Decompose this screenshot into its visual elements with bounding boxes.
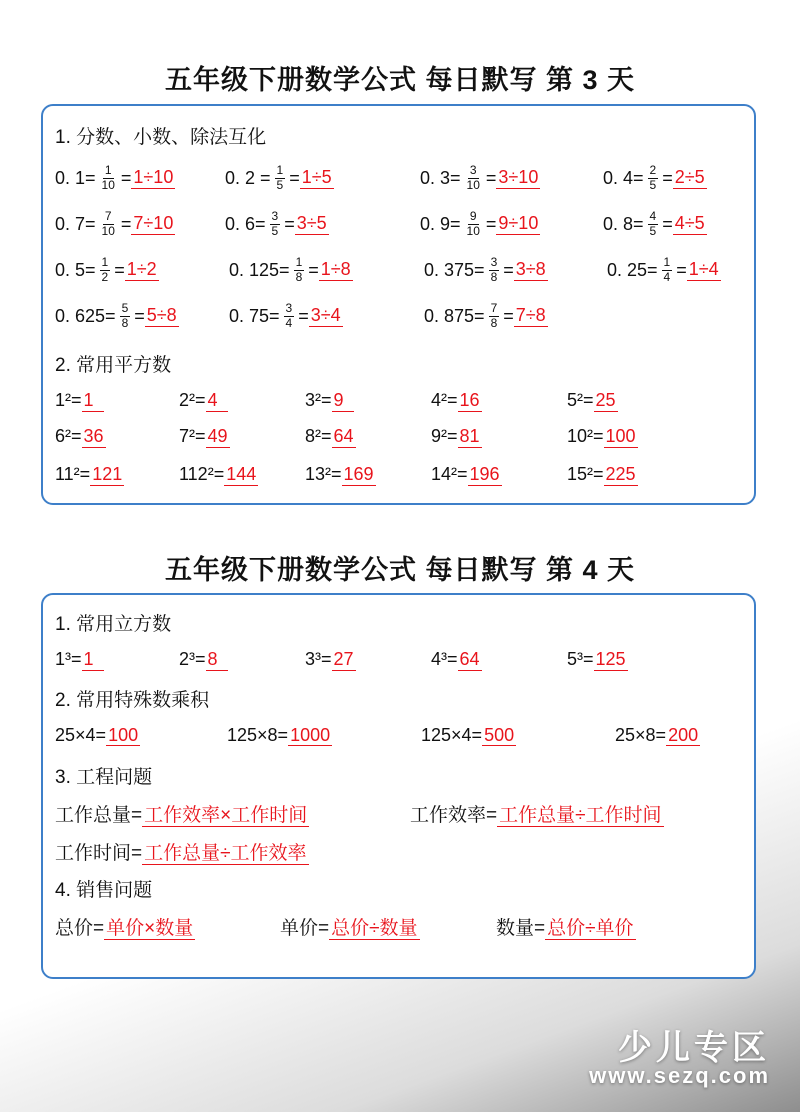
division-answer: 1÷4 [688, 259, 719, 280]
fraction [294, 256, 305, 285]
fraction-item [229, 256, 353, 285]
sales-formula [55, 913, 195, 940]
day4-section1-title: 1. 常用立方数 [55, 614, 172, 635]
cube-answer: 1 [82, 649, 104, 671]
fraction [465, 164, 482, 193]
fraction [648, 210, 659, 239]
work-answer: 工作总量÷工作时间 [499, 805, 662, 826]
square-item [55, 390, 104, 412]
numerator: 1 [663, 255, 671, 269]
product-answer: 200 [668, 725, 699, 745]
denominator: 8 [490, 315, 498, 330]
cube-answer: 125 [595, 649, 626, 669]
square-answer: 196 [469, 464, 500, 484]
numerator: 7 [104, 209, 112, 223]
square-question: 4²= [431, 390, 458, 410]
product-question: 25×4= [55, 725, 107, 745]
decimal-label: 0. 1= [55, 167, 96, 188]
work-formula [410, 800, 664, 827]
equals-sign: = [662, 213, 673, 234]
decimal-label: 0. 4= [603, 167, 644, 188]
square-answer: 169 [343, 464, 374, 484]
numerator: 3 [285, 301, 293, 315]
fraction [100, 256, 111, 285]
watermark-url: www.sezq.com [589, 1063, 770, 1088]
division-answer: 2÷5 [674, 167, 705, 188]
work-question: 工作时间= [55, 843, 143, 864]
denominator: 5 [276, 177, 284, 192]
numerator: 2 [649, 163, 657, 177]
sales-answer: 总价÷单价 [547, 918, 634, 939]
product-answer: 1000 [290, 725, 331, 745]
decimal-label: 0. 625= [55, 305, 116, 326]
cube-item [179, 649, 228, 671]
decimal-label: 0. 7= [55, 213, 96, 234]
denominator: 8 [295, 269, 303, 284]
product-item [227, 725, 332, 746]
square-question: 7²= [179, 426, 206, 446]
square-answer: 225 [605, 464, 636, 484]
product-item [55, 725, 140, 746]
square-answer: 144 [226, 464, 257, 484]
work-answer: 工作总量÷工作效率 [144, 843, 307, 864]
division-answer: 7÷8 [515, 305, 546, 326]
square-answer: 9 [332, 390, 354, 412]
square-question: 14²= [431, 464, 468, 484]
square-item [179, 390, 228, 412]
fraction-item [55, 210, 175, 239]
denominator: 5 [649, 223, 657, 238]
product-answer: 100 [108, 725, 139, 745]
equals-sign: = [134, 305, 145, 326]
square-item [55, 464, 124, 486]
product-answer: 500 [484, 725, 515, 745]
product-item [615, 725, 700, 746]
division-answer: 3÷8 [515, 259, 546, 280]
equals-sign: = [289, 167, 300, 188]
numerator: 3 [271, 209, 279, 223]
division-answer: 3÷5 [296, 213, 327, 234]
division-answer: 1÷5 [301, 167, 332, 188]
denominator: 5 [271, 223, 279, 238]
day3-box [41, 104, 756, 505]
fraction [465, 210, 482, 239]
product-question: 125×8= [227, 725, 289, 745]
numerator: 7 [490, 301, 498, 315]
square-item [567, 390, 618, 412]
day4-title: 五年级下册数学公式 每日默写 第 4 天 [164, 555, 636, 585]
fraction [489, 256, 500, 285]
square-question: 1²= [55, 390, 82, 410]
fraction-item [424, 302, 548, 331]
numerator: 5 [121, 301, 129, 315]
watermark-logo: 少儿专区 [618, 1029, 770, 1067]
denominator: 10 [466, 223, 480, 238]
square-question: 8²= [305, 426, 332, 446]
sales-question: 总价= [55, 918, 105, 939]
work-formula [55, 800, 309, 827]
product-item [421, 725, 516, 746]
fraction [275, 164, 286, 193]
fraction-item [55, 164, 175, 193]
square-answer: 16 [459, 390, 480, 410]
numerator: 9 [469, 209, 477, 223]
square-item [305, 390, 354, 412]
equals-sign: = [308, 259, 319, 280]
fraction [284, 302, 295, 331]
decimal-label: 0. 9= [420, 213, 461, 234]
denominator: 8 [121, 315, 129, 330]
division-answer: 1÷2 [126, 259, 157, 280]
division-answer: 9÷10 [498, 213, 539, 234]
square-answer: 49 [207, 426, 228, 446]
denominator: 5 [649, 177, 657, 192]
denominator: 10 [466, 177, 480, 192]
cube-item [55, 649, 104, 671]
sales-formula [280, 913, 420, 940]
day3-title: 五年级下册数学公式 每日默写 第 3 天 [164, 65, 636, 95]
fraction-item [55, 302, 179, 331]
equals-sign: = [503, 305, 514, 326]
cube-question: 3³= [305, 649, 332, 669]
equals-sign: = [284, 213, 295, 234]
day4-section3-title: 3. 工程问题 [55, 767, 153, 788]
square-item [305, 426, 356, 448]
decimal-label: 0. 125= [229, 259, 290, 280]
square-item [55, 426, 106, 448]
fraction-item [603, 210, 707, 239]
equals-sign: = [662, 167, 673, 188]
cube-item [305, 649, 356, 671]
square-question: 3²= [305, 390, 332, 410]
decimal-label: 0. 3= [420, 167, 461, 188]
fraction-item [607, 256, 721, 285]
fraction-item [420, 210, 540, 239]
square-question: 5²= [567, 390, 594, 410]
square-answer: 4 [206, 390, 228, 412]
decimal-label: 0. 2 = [225, 167, 271, 188]
day4-section4-title: 4. 销售问题 [55, 880, 153, 901]
numerator: 3 [469, 163, 477, 177]
fraction-item [229, 302, 343, 331]
decimal-label: 0. 6= [225, 213, 266, 234]
square-question: 11²= [55, 464, 91, 484]
fraction [270, 210, 281, 239]
sales-formula [496, 913, 636, 940]
square-question: 2²= [179, 390, 206, 410]
denominator: 2 [101, 269, 109, 284]
square-item [431, 464, 502, 486]
fraction-item [55, 256, 159, 285]
equals-sign: = [485, 213, 497, 234]
decimal-label: 0. 25= [607, 259, 658, 280]
cube-item [431, 649, 482, 671]
numerator: 1 [276, 163, 284, 177]
equals-sign: = [114, 259, 125, 280]
cube-item [567, 649, 628, 671]
equals-sign: = [120, 213, 132, 234]
numerator: 1 [295, 255, 303, 269]
division-answer: 3÷10 [498, 167, 539, 188]
cube-answer: 8 [206, 649, 228, 671]
fraction [120, 302, 131, 331]
day4-section2-title: 2. 常用特殊数乘积 [55, 690, 210, 711]
numerator: 1 [104, 163, 112, 177]
cube-question: 2³= [179, 649, 206, 669]
numerator: 4 [649, 209, 657, 223]
square-question: 10²= [567, 426, 604, 446]
equals-sign: = [676, 259, 687, 280]
fraction-item [225, 210, 329, 239]
sales-answer: 单价×数量 [106, 918, 194, 939]
square-answer: 121 [92, 464, 123, 484]
day3-section2-title: 2. 常用平方数 [55, 355, 172, 376]
square-question: 112²= [179, 464, 225, 484]
square-question: 9²= [431, 426, 458, 446]
fraction-item [225, 164, 334, 193]
decimal-label: 0. 5= [55, 259, 96, 280]
work-answer: 工作效率×工作时间 [144, 805, 308, 826]
square-item [567, 426, 638, 448]
fraction-item [420, 164, 540, 193]
square-question: 15²= [567, 464, 604, 484]
division-answer: 7÷10 [133, 213, 174, 234]
square-answer: 81 [459, 426, 480, 446]
square-answer: 25 [595, 390, 616, 410]
fraction-item [424, 256, 548, 285]
fraction [100, 164, 117, 193]
denominator: 10 [101, 223, 115, 238]
square-question: 13²= [305, 464, 342, 484]
decimal-label: 0. 8= [603, 213, 644, 234]
sales-question: 数量= [496, 918, 546, 939]
square-item [179, 426, 230, 448]
denominator: 4 [285, 315, 293, 330]
division-answer: 3÷4 [310, 305, 341, 326]
fraction [489, 302, 500, 331]
sales-question: 单价= [280, 918, 330, 939]
equals-sign: = [485, 167, 497, 188]
equals-sign: = [298, 305, 309, 326]
square-answer: 100 [605, 426, 636, 446]
cube-question: 1³= [55, 649, 82, 669]
cube-answer: 64 [459, 649, 480, 669]
cube-question: 5³= [567, 649, 594, 669]
fraction [100, 210, 117, 239]
work-question: 工作效率= [410, 805, 498, 826]
cube-answer: 27 [333, 649, 354, 669]
day3-section1-title: 1. 分数、小数、除法互化 [55, 127, 267, 148]
square-item [431, 390, 482, 412]
equals-sign: = [503, 259, 514, 280]
square-item [305, 464, 376, 486]
square-question: 6²= [55, 426, 82, 446]
denominator: 8 [490, 269, 498, 284]
fraction-item [603, 164, 707, 193]
square-answer: 36 [83, 426, 104, 446]
equals-sign: = [120, 167, 132, 188]
denominator: 4 [663, 269, 671, 284]
decimal-label: 0. 375= [424, 259, 485, 280]
product-question: 25×8= [615, 725, 667, 745]
fraction [648, 164, 659, 193]
numerator: 1 [101, 255, 109, 269]
day4-box [41, 593, 756, 979]
division-answer: 1÷8 [320, 259, 351, 280]
division-answer: 4÷5 [674, 213, 705, 234]
decimal-label: 0. 875= [424, 305, 485, 326]
numerator: 3 [490, 255, 498, 269]
work-formula [55, 838, 309, 865]
product-question: 125×4= [421, 725, 483, 745]
decimal-label: 0. 75= [229, 305, 280, 326]
fraction [662, 256, 673, 285]
square-item [431, 426, 482, 448]
denominator: 10 [101, 177, 115, 192]
square-answer: 1 [82, 390, 104, 412]
sales-answer: 总价÷数量 [331, 918, 418, 939]
square-answer: 64 [333, 426, 354, 446]
work-question: 工作总量= [55, 805, 143, 826]
division-answer: 1÷10 [133, 167, 174, 188]
cube-question: 4³= [431, 649, 458, 669]
division-answer: 5÷8 [146, 305, 177, 326]
square-item [179, 464, 258, 486]
square-item [567, 464, 638, 486]
